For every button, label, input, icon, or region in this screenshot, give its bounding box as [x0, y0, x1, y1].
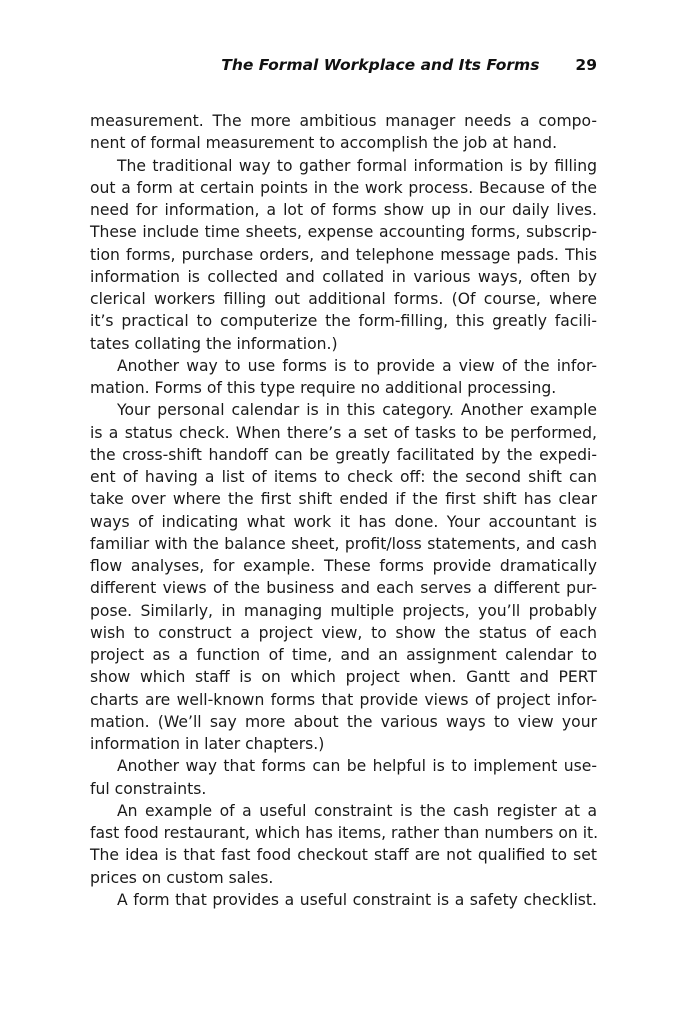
- text-line: the cross-shift handoff can be greatly facilitated by the expedi-: [90, 445, 597, 464]
- text-line: different views of the business and each serves a different pur-: [90, 579, 597, 598]
- text-line: take over where the first shift ended if the first shift has clear: [90, 490, 597, 509]
- text-line: ways of indicating what work it has done. Your accountant is: [90, 512, 597, 531]
- paragraph: [90, 355, 597, 400]
- text-line: wish to construct a project view, to show the status of each: [90, 623, 597, 642]
- text-line: prices on custom sales.: [90, 868, 274, 887]
- text-line: mation. (We’ll say more about the various ways to view your: [90, 712, 597, 731]
- text-line: tion forms, purchase orders, and telephone message pads. This: [90, 245, 597, 264]
- text-line: measurement. The more ambitious manager needs a compo-: [90, 112, 597, 130]
- chapter-title: The Formal Workplace and Its Forms: [221, 56, 540, 74]
- text-line: These include time sheets, expense accounting forms, subscrip-: [90, 223, 597, 242]
- text-line: information in later chapters.): [90, 735, 325, 753]
- text-line: tates collating the information.): [90, 334, 338, 353]
- text-line: pose. Similarly, in managing multiple projects, you’ll probably: [90, 601, 597, 620]
- paragraph: [90, 800, 597, 889]
- paragraph: [90, 110, 597, 155]
- paragraph: [90, 399, 597, 755]
- text-line: mation. Forms of this type require no additional processing.: [90, 379, 557, 397]
- paragraph: [90, 155, 597, 355]
- text-line: familiar with the balance sheet, profit/loss statements, and cash: [90, 534, 597, 553]
- text-line: Your personal calendar is in this category. Another example: [117, 401, 597, 420]
- text-line: ful constraints.: [90, 779, 207, 798]
- text-line: is a status check. When there’s a set of tasks to be performed,: [90, 423, 597, 442]
- text-line: it’s practical to computerize the form-filling, this greatly facili-: [90, 312, 597, 331]
- paragraph: [90, 889, 597, 911]
- body-text: [90, 110, 597, 911]
- text-line: An example of a useful constraint is the cash register at a: [117, 801, 597, 820]
- text-line: The traditional way to gather formal information is by filling: [117, 156, 597, 175]
- running-head: [90, 56, 597, 78]
- text-line: ent of having a list of items to check off: the second shift can: [90, 468, 597, 486]
- text-line: show which staff is on which project when. Gantt and PERT: [90, 668, 597, 687]
- text-line: charts are well-known forms that provide views of project infor-: [90, 690, 597, 709]
- text-line: flow analyses, for example. These forms provide dramatically: [90, 557, 597, 575]
- text-line: need for information, a lot of forms show up in our daily lives.: [90, 201, 597, 219]
- text-line: project as a function of time, and an assignment calendar to: [90, 646, 597, 664]
- text-line: A form that provides a useful constraint is a safety checklist.: [117, 890, 597, 909]
- text-line: Another way to use forms is to provide a view of the infor-: [117, 356, 597, 375]
- text-line: fast food restaurant, which has items, rather than numbers on it.: [90, 824, 599, 842]
- text-line: nent of formal measurement to accomplish the job at hand.: [90, 134, 558, 153]
- text-line: out a form at certain points in the work process. Because of the: [90, 178, 597, 197]
- text-line: clerical workers filling out additional forms. (Of course, where: [90, 290, 597, 308]
- paragraph: [90, 755, 597, 800]
- text-line: The idea is that fast food checkout staff are not qualified to set: [90, 846, 597, 865]
- page-number: 29: [575, 56, 597, 74]
- text-line: Another way that forms can be helpful is to implement use-: [117, 757, 597, 776]
- text-line: information is collected and collated in various ways, often by: [90, 267, 597, 286]
